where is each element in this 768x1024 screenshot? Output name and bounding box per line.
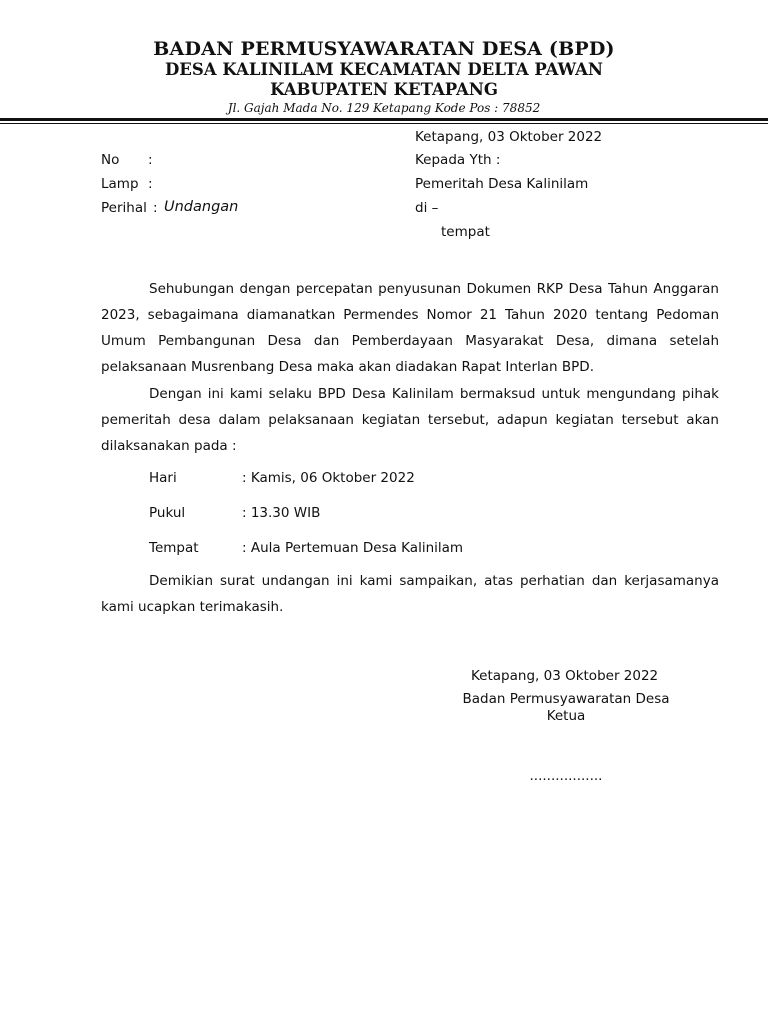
body-paragraph-2 <box>101 381 719 459</box>
schedule-place-label: Tempat <box>149 540 199 556</box>
closing-paragraph <box>101 568 719 620</box>
number-label: No <box>101 152 120 168</box>
signature-institution: Badan Permusyawaratan Desa <box>462 691 670 707</box>
number-separator: : <box>148 152 153 168</box>
signature-date: Ketapang, 03 Oktober 2022 <box>471 668 659 684</box>
recipient-di: di – <box>415 200 439 216</box>
letter-date: Ketapang, 03 Oktober 2022 <box>415 129 603 145</box>
paragraph-2-text: Dengan ini kami selaku BPD Desa Kalinilam bermaksud untuk mengundang pihak pemeritah desa dalam pelaksanaan kegiatan tersebut, adapun kegiatan tersebut akan dilaksanakan pada : <box>101 386 719 454</box>
schedule-day-value: : Kamis, 06 Oktober 2022 <box>242 470 415 486</box>
letterhead <box>0 38 768 115</box>
letterhead-regency: KABUPATEN KETAPANG <box>270 80 498 99</box>
subject-separator: : <box>153 200 158 216</box>
attachment-label: Lamp <box>101 176 139 192</box>
schedule-time-value: : 13.30 WIB <box>242 505 321 521</box>
recipient-place: tempat <box>441 224 490 240</box>
letterhead-title: BADAN PERMUSYAWARATAN DESA (BPD) <box>153 38 615 60</box>
signature-name: ................. <box>529 768 603 784</box>
recipient-name: Pemeritah Desa Kalinilam <box>415 176 589 192</box>
signature-position: Ketua <box>546 708 586 724</box>
paragraph-1-text: Sehubungan dengan percepatan penyusunan Dokumen RKP Desa Tahun Anggaran 2023, sebagaimana diamanatkan Permendes Nomor 21 Tahun 2020 tentang Pedoman Umum Pembangunan Desa dan Pemberdayaan Masyarakat Desa, dimana setelah pelaksanaan Musrenbang Desa maka akan diadakan Rapat Interlan BPD. <box>101 281 719 375</box>
attachment-separator: : <box>148 176 153 192</box>
letterhead-address: Jl. Gajah Mada No. 129 Ketapang Kode Pos : 78852 <box>227 101 541 115</box>
closing-text: Demikian surat undangan ini kami sampaikan, atas perhatian dan kerjasamanya kami ucapkan terimakasih. <box>101 573 719 615</box>
subject-value: Undangan <box>164 199 239 215</box>
recipient-heading: Kepada Yth : <box>415 152 501 168</box>
letterhead-divider-thin <box>0 123 768 124</box>
letterhead-village: DESA KALINILAM KECAMATAN DELTA PAWAN <box>165 60 603 79</box>
schedule-place-value: : Aula Pertemuan Desa Kalinilam <box>242 540 464 556</box>
body-paragraph-1 <box>101 276 719 380</box>
letterhead-divider-thick <box>0 118 768 121</box>
subject-label: Perihal <box>101 200 147 216</box>
schedule-time-label: Pukul <box>149 505 186 521</box>
schedule-day-label: Hari <box>149 470 177 486</box>
